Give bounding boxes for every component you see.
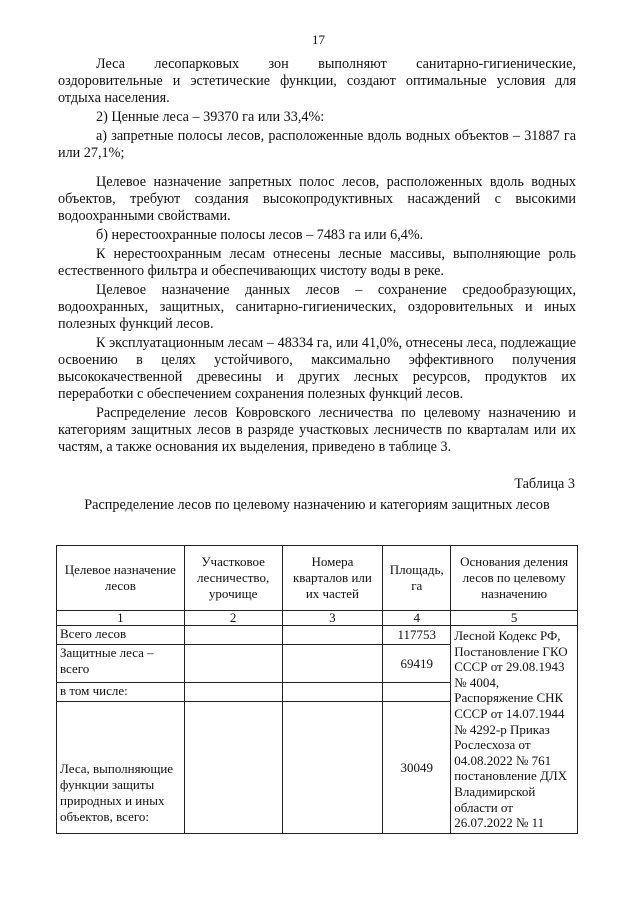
quarters-cell [282,683,383,702]
column-number: 1 [57,611,185,626]
area-cell [383,683,451,702]
basis-cell: Лесной Кодекс РФ, Постановление ГКО СССР от 29.08.1943 № 4004, Распоряжение СНК СССР от 14.07.1944 № 4292-р Приказ Рослесхоза от 04.08.2022 № 761 постановление ДЛХ Владимирской области от 26.07.2022 № 11 [451,626,578,834]
body-text [58,56,576,456]
paragraph: К эксплуатационным лесам – 48334 га, или 41,0%, отнесены леса, подлежащие освоению в целях устойчивого, максимально эффективного получения высококачественной древесины и других лесных ресурсов, продуктов их переработки с обеспечением сохранения полезных функций лесов. [58,335,576,402]
paragraph: б) нерестоохранные полосы лесов – 7483 га или 6,4%. [96,227,424,243]
column-header: Целевое назначение лесов [57,546,185,611]
table-label: Таблица 3 [514,476,575,492]
forest-distribution-table [56,545,578,834]
paragraph: Целевое назначение данных лесов – сохранение средообразующих, водоохранных, защитных, санитарно-гигиенических, оздоровительных и иных полезных функций лесов. [58,282,576,332]
table-header-row [57,546,578,611]
area-cell: 117753 [383,626,451,645]
column-header: Основания деления лесов по целевому назначению [451,546,578,611]
forestry-cell [184,702,282,833]
forestry-cell [184,626,282,645]
paragraph: Распределение лесов Ковровского лесничества по целевому назначению и категориям защитных лесов в разряде участковых лесничеств по кварталам или их частям, а также основания их выделения, приведено в таблице 3. [58,405,576,455]
table-row [57,626,578,645]
page-number: 17 [312,32,325,47]
column-number: 2 [184,611,282,626]
column-number-row [57,611,578,626]
quarters-cell [282,626,383,645]
purpose-cell: Всего лесов [57,626,185,645]
forestry-cell [184,645,282,683]
paragraph: 2) Ценные леса – 39370 га или 33,4%: [96,109,325,125]
paragraph: К нерестоохранным лесам отнесены лесные массивы, выполняющие роль естественного фильтра и обеспечивающих чистоту воды в реке. [58,246,576,279]
paragraph: а) запретные полосы лесов, расположенные вдоль водных объектов – 31887 га или 27,1%; [58,128,576,161]
column-number: 4 [383,611,451,626]
column-number: 3 [282,611,383,626]
quarters-cell [282,702,383,833]
purpose-cell: Защитные леса – всего [57,645,185,683]
paragraph: Целевое назначение запретных полос лесов, расположенных вдоль водных объектов, требуют создания высокопродуктивных насаждений с высокими водоохранными свойствами. [58,174,576,224]
purpose-cell: в том числе: [57,683,185,702]
area-cell: 69419 [383,645,451,683]
column-header: Площадь, га [383,546,451,611]
paragraph: Леса лесопарковых зон выполняют санитарно-гигиенические, оздоровительные и эстетические функции, создают оптимальные условия для отдыха населения. [58,56,576,106]
quarters-cell [282,645,383,683]
column-header: Номера кварталов или их частей [282,546,383,611]
area-cell: 30049 [383,702,451,833]
column-number: 5 [451,611,578,626]
purpose-cell: Леса, выполняющие функции защиты природных и иных объектов, всего: [57,702,185,833]
column-header: Участковое лесничество, урочище [184,546,282,611]
table-caption: Распределение лесов по целевому назначению и категориям защитных лесов [84,497,550,513]
forestry-cell [184,683,282,702]
